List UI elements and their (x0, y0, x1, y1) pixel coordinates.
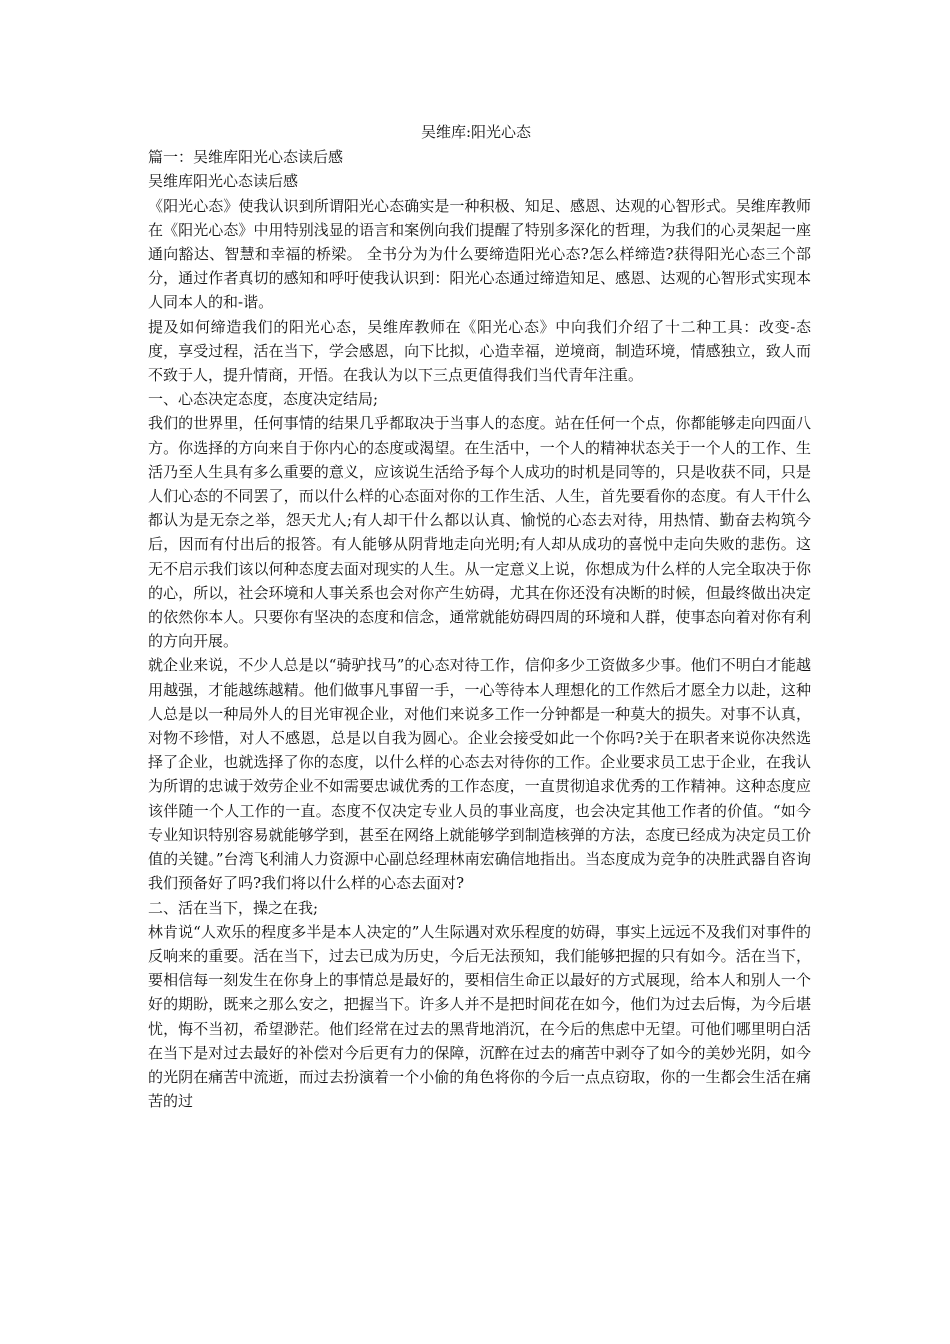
paragraph-intro: 《阳光心态》使我认识到所谓阳光心态确实是一种积极、知足、感恩、达观的心智形式。吴维库教师在《阳光心态》中用特别浅显的语言和案例向我们提醒了特别多深化的哲理，为我们的心灵架起一座通向豁达、智慧和幸福的桥梁。 全书分为为什么要缔造阳光心态?怎么样缔造?获得阳光心态三个部分，通过作者真切的感知和呼吁使我认识到：阳光心态通过缔造知足、感恩、达观的心智形式实现本人同本人的和-谐。 (148, 196, 811, 312)
paragraph-present: 林肯说“人欢乐的程度多半是本人决定的”人生际遇对欢乐程度的妨碍，事实上远远不及我们对事件的反响来的重要。活在当下，过去已成为历史，今后无法预知，我们能够把握的只有如今。活在当下，要相信每一刻发生在你身上的事情总是最好的，要相信生命正以最好的方式展现，给本人和别人一个好的期盼，既来之那么安之，把握当下。许多人并不是把时间花在如今，他们为过去后悔，为今后堪忧，悔不当初，希望渺茫。他们经常在过去的黑背地消沉，在今后的焦虑中无望。可他们哪里明白活在当下是对过去最好的补偿对今后更有力的保障，沉醉在过去的痛苦中剥夺了如今的美妙光阴，如今的光阴在痛苦中流逝，而过去扮演着一个小偷的角色将你的今后一点点窃取，你的一生都会生活在痛苦的过 (148, 922, 811, 1111)
paragraph-attitude: 我们的世界里，任何事情的结果几乎都取决于当事人的态度。站在任何一个点，你都能够走向四面八方。你选择的方向来自于你内心的态度或渴望。在生活中，一个人的精神状态关于一个人的工作、生活乃至人生具有多么重要的意义，应该说生活给予每个人成功的时机是同等的，只是收获不同，只是人们心态的不同罢了，而以什么样的心态面对你的工作生活、人生，首先要看你的态度。有人干什么都认为是无奈之举，怨天尤人;有人却干什么都以认真、愉悦的心态去对待，用热情、勤奋去构筑今后，因而有付出后的报答。有人能够从阴背地走向光明;有人却从成功的喜悦中走向失败的悲伤。这无不启示我们该以何种态度去面对现实的人生。从一定意义上说，你想成为什么样的人完全取决于你的心，所以，社会环境和人事关系也会对你产生妨碍，尤其在你还没有决断的时候，但最终做出决定的依然你本人。只要你有坚决的态度和信念，通常就能妨碍四周的环境和人群，使事态向着对你有利的方向开展。 (148, 414, 811, 651)
article-subheading: 吴维库阳光心态读后感 (148, 172, 299, 191)
paragraph-tools: 提及如何缔造我们的阳光心态，吴维库教师在《阳光心态》中向我们介绍了十二种工具：改变-态度，享受过程，活在当下，学会感恩，向下比拟，心造幸福，逆境商，制造环境，情感独立，致人而不致于人，提升情商，开悟。在我认为以下三点更值得我们当代青年注重。 (148, 317, 811, 385)
paragraph-enterprise: 就企业来说，不少人总是以“骑驴找马”的心态对待工作，信仰多少工资做多少事。他们不明白才能越用越强，才能越练越精。他们做事凡事留一手，一心等待本人理想化的工作然后才愿全力以赴，这种人总是以一种局外人的目光审视企业，对他们来说多工作一分钟都是一种莫大的损失。对事不认真，对物不珍惜，对人不感恩，总是以自我为圆心。企业会接受如此一个你吗?关于在职者来说你决然选择了企业，也就选择了你的态度，以什么样的心态去对待你的工作。企业要求员工忠于企业，在我认为所谓的忠诚于效劳企业不如需要忠诚优秀的工作态度，一直贯彻追求优秀的工作精神。这种态度应该伴随一个人工作的一直。态度不仅决定专业人员的事业高度，也会决定其他工作者的价值。“如今专业知识特别容易就能够学到，甚至在网络上就能够学到制造核弹的方法，态度已经成为决定员工价值的关键。”台湾飞利浦人力资源中心副总经理林南宏确信地指出。当态度成为竞争的决胜武器自咨询我们预备好了吗?我们将以什么样的心态去面对? (148, 656, 811, 893)
section-heading-1: 一、心态决定态度，态度决定结局; (148, 390, 379, 409)
document-title: 吴维库:阳光心态 (420, 123, 532, 141)
document-page (141, 120, 811, 1113)
section-heading-2: 二、活在当下，操之在我; (148, 898, 319, 917)
article-heading: 篇一：吴维库阳光心态读后感 (148, 148, 344, 167)
